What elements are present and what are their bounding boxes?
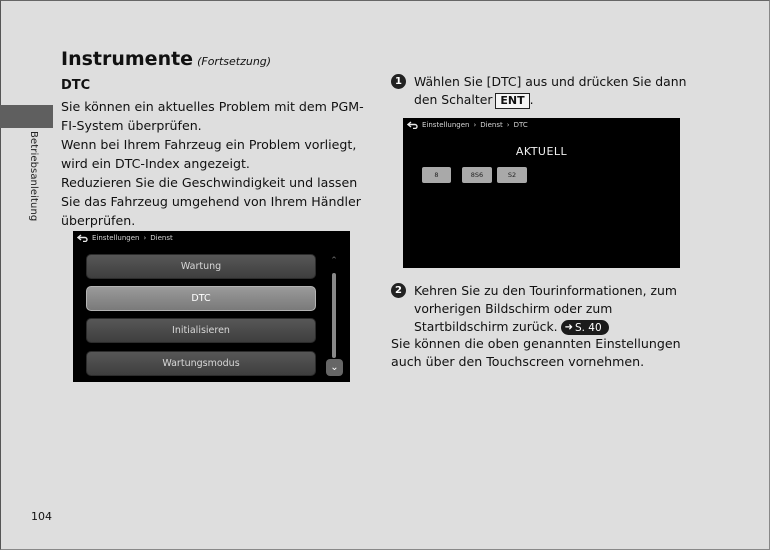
breadcrumb-service: Dienst [480, 121, 503, 129]
paragraph-pgm-fi: Sie können ein aktuelles Problem mit dem PGM-FI-System überprüfen. [61, 99, 364, 133]
touchscreen-note: Sie können die oben genannten Einstellungen auch über den Touchscreen vornehmen. [391, 336, 681, 369]
arrow-right-icon: ➜ [564, 321, 573, 333]
step-1 [391, 73, 691, 109]
step-number-1: 1 [391, 74, 406, 89]
step-2 [391, 282, 691, 336]
breadcrumb-service: Dienst [150, 234, 173, 242]
back-arrow-icon[interactable] [407, 121, 418, 129]
chevron-right-icon: › [506, 121, 510, 129]
page-heading [61, 48, 271, 70]
page-number: 104 [31, 510, 52, 523]
chapter-tab-marker [0, 105, 53, 128]
dtc-code-badge: 8S6 [462, 167, 492, 183]
page-reference-label: S. 40 [574, 321, 602, 334]
menu-item-initialisieren[interactable]: Initialisieren [86, 318, 316, 343]
paragraph-dtc-index: Wenn bei Ihrem Fahrzeug ein Problem vorliegt, wird ein DTC-Index angezeigt. [61, 137, 357, 171]
breadcrumb-dtc: DTC [513, 121, 528, 129]
chapter-side-label: Betriebsanleitung [28, 131, 39, 222]
back-arrow-icon[interactable] [77, 234, 88, 242]
chevron-right-icon: › [143, 234, 147, 242]
paragraph-reduce-speed: Reduzieren Sie die Geschwindigkeit und lassen Sie das Fahrzeug umgehend von Ihrem Händler überprüfen. [61, 175, 361, 228]
dtc-code-badge: 8 [422, 167, 451, 183]
heading-title: Instrumente [61, 48, 194, 70]
scrollbar[interactable] [332, 273, 336, 358]
breadcrumb-settings: Einstellungen [422, 121, 470, 129]
step-2-text: Kehren Sie zu den Tourinformationen, zum vorherigen Bildschirm oder zum Startbildschirm zurück. [414, 283, 677, 334]
step-1-period: . [529, 92, 534, 107]
heading-subtitle: (Fortsetzung) [197, 55, 272, 68]
page-reference-link[interactable] [561, 320, 609, 335]
section-title: DTC [61, 78, 91, 93]
menu-item-wartung[interactable]: Wartung [86, 254, 316, 279]
service-menu-screenshot [73, 231, 350, 382]
ent-key-symbol: ENT [495, 93, 529, 109]
dtc-current-title: AKTUELL [515, 145, 568, 158]
dtc-code-badge: S2 [497, 167, 527, 183]
breadcrumb [77, 234, 173, 242]
menu-item-wartungsmodus[interactable]: Wartungsmodus [86, 351, 316, 376]
step-1-text: Wählen Sie [DTC] aus und drücken Sie dann den Schalter [414, 74, 687, 107]
menu-item-dtc[interactable]: DTC [86, 286, 316, 311]
step-number-2: 2 [391, 283, 406, 298]
scroll-up-icon[interactable]: ⌃ [330, 256, 338, 266]
dtc-current-screenshot [403, 118, 680, 268]
breadcrumb-settings: Einstellungen [92, 234, 140, 242]
scroll-down-icon[interactable]: ⌄ [326, 359, 343, 376]
chevron-right-icon: › [473, 121, 477, 129]
breadcrumb [407, 121, 528, 129]
